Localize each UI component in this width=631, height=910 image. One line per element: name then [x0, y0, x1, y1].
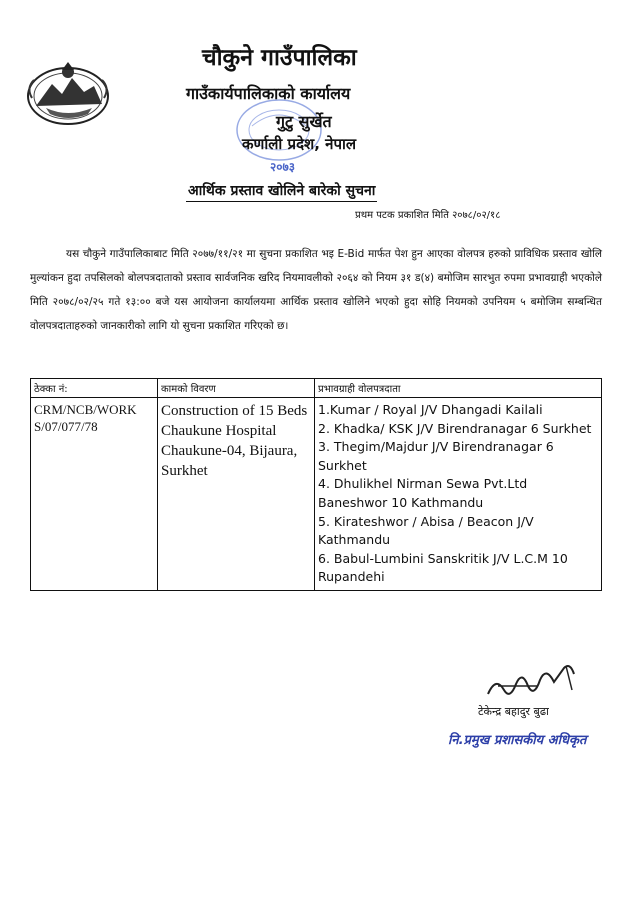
table-header-row — [31, 379, 602, 398]
signatory-title: नि.प्रमुख प्रशासकीय अधिकृत — [448, 733, 587, 748]
stamp-year: २०७३ — [270, 160, 295, 174]
notice-heading: आर्थिक प्रस्ताव खोलिने बारेको सुचना — [186, 180, 377, 202]
signatory-name: टेकेन्द्र बहादुर बुढा — [478, 705, 549, 718]
bidder-item: 3. Thegim/Majdur J/V Birendranagar 6 Surkhet — [318, 439, 554, 473]
bidder-item: 1.Kumar / Royal J/V Dhangadi Kailali — [318, 402, 543, 417]
nepal-emblem-icon — [22, 58, 114, 128]
table-row — [31, 398, 602, 591]
bidder-item: 4. Dhulikhel Nirman Sewa Pvt.Ltd Baneshwor 10 Kathmandu — [318, 476, 528, 510]
notice-body-text: यस चौकुने गाउँपालिकाबाट मिति २०७७/११/२१ मा सुचना प्रकाशित भइ E-Bid मार्फत पेश हुन आएका वोलपत्र हरुको प्राविधिक प्रस्ताव खोलि मुल्यांकन हुदा तपसिलको बोलपत्रदाताको प्रस्ताव सार्वजनिक खरिद नियमावलीको २०६४ को नियम ३१ ड(४) बमोजिम सारभुत रुपमा प्रभावग्राही भएकोले मिति २०७८/०२/२५ गते १३:०० बजे यस आयोजना कार्यालयमा आर्थिक प्रस्ताव खोलिने भएको हुदा सोहि नियमको उपनियम ५ बमोजिम सम्बन्धित वोलपत्रदाताहरुको जानकारीको लागि यो सुचना प्रकाशित गरिएको छ। — [30, 248, 602, 332]
office-province: कर्णाली प्रदेश, नेपाल — [242, 135, 357, 153]
office-place: गुटु सुर्खेत — [276, 112, 332, 131]
bidder-item: 6. Babul-Lumbini Sanskritik J/V L.C.M 10 Rupandehi — [318, 550, 568, 585]
municipality-title: चौकुने गाउँपालिका — [202, 45, 357, 71]
published-date: प्रथम पटक प्रकाशित मिति २०७८/०२/१८ — [355, 210, 501, 221]
bidders-table — [30, 378, 602, 591]
header-description: कामको विवरण — [158, 379, 315, 398]
office-title: गाउँकार्यपालिकाको कार्यालय — [186, 84, 351, 103]
contract-no-cell: CRM/NCB/WORK S/07/077/78 — [31, 398, 158, 591]
bidder-item: 2. Khadka/ KSK J/V Birendranagar 6 Surkhet — [318, 420, 592, 436]
header-bidders: प्रभावग्राही वोलपत्रदाता — [315, 379, 602, 398]
notice-body — [30, 242, 602, 338]
bidder-item: 5. Kirateshwor / Abisa / Beacon J/V Kathmandu — [318, 513, 534, 548]
signature-icon — [478, 656, 588, 706]
bidders-cell — [315, 398, 602, 591]
header-contract-no: ठेक्का नं: — [31, 379, 158, 398]
description-cell: Construction of 15 Beds Chaukune Hospital Chaukune-04, Bijaura, Surkhet — [158, 398, 315, 591]
